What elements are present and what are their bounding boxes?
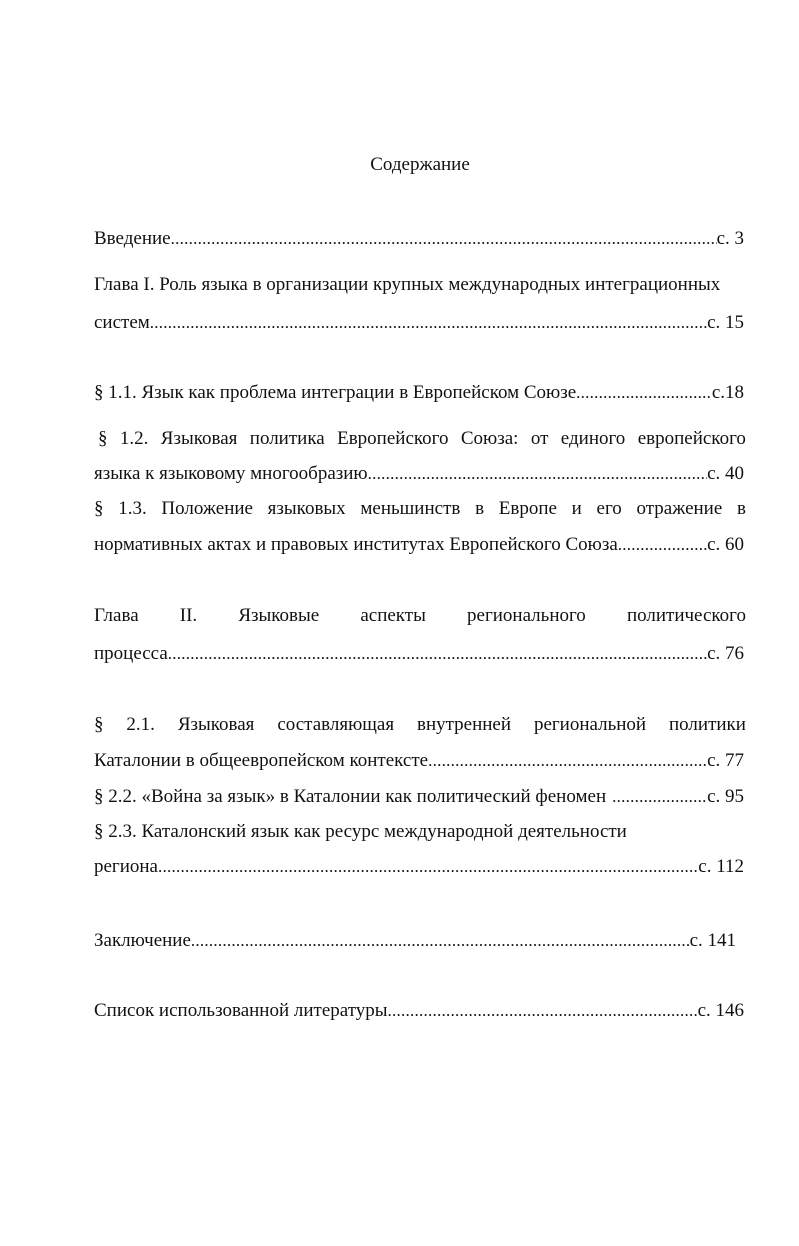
- toc-entry-label: Список использованной литературы: [94, 1000, 388, 1021]
- toc-entry-page: с. 40: [707, 463, 744, 484]
- toc-entry-introduction[interactable]: [94, 227, 744, 251]
- toc-entry-section-1-2-line-2[interactable]: [94, 462, 744, 486]
- toc-entry-label: Введение: [94, 228, 171, 249]
- word: 1.3.: [118, 498, 147, 519]
- toc-entry-chapter-1-line-2[interactable]: [94, 311, 744, 335]
- word: II.: [179, 605, 198, 626]
- word: от: [530, 428, 549, 449]
- toc-entry-label: региона: [94, 856, 158, 877]
- toc-entry-page: с. 146: [697, 1000, 744, 1021]
- toc-entry-section-2-2[interactable]: [94, 785, 744, 809]
- toc-entry-page: с. 76: [707, 643, 744, 664]
- toc-entry-chapter-1-line-1[interactable]: Глава I. Роль языка в организации крупных международных интеграционных: [94, 274, 721, 295]
- dot-leader: [576, 381, 712, 405]
- word: меньшинств: [360, 498, 461, 519]
- word: аспекты: [360, 605, 426, 626]
- word: §: [98, 428, 108, 449]
- word: европейского: [637, 428, 746, 449]
- toc-entry-section-2-3-line-1[interactable]: § 2.3. Каталонский язык как ресурс международной деятельности: [94, 821, 627, 842]
- word: и: [571, 498, 582, 519]
- toc-entry-section-1-2-line-1[interactable]: [98, 427, 746, 451]
- word: внутренней: [416, 714, 512, 735]
- word: §: [94, 498, 104, 519]
- word: в: [475, 498, 485, 519]
- toc-entry-page: с. 15: [707, 312, 744, 333]
- dot-leader: [158, 855, 698, 879]
- toc-entry-chapter-2-line-2[interactable]: [94, 642, 744, 666]
- dot-leader: [368, 462, 707, 486]
- word: Глава: [94, 605, 139, 626]
- word: региональной: [533, 714, 647, 735]
- word: Союза:: [460, 428, 519, 449]
- word: Положение: [161, 498, 253, 519]
- word: 1.2.: [119, 428, 149, 449]
- word: политика: [249, 428, 325, 449]
- toc-entry-chapter-2-line-1[interactable]: [94, 604, 746, 628]
- word: §: [94, 714, 104, 735]
- word: составляющая: [277, 714, 395, 735]
- toc-entry-label: систем: [94, 312, 150, 333]
- toc-entry-label: § 1.1. Язык как проблема интеграции в Европейском Союзе: [94, 382, 577, 403]
- word: политического: [626, 605, 746, 626]
- toc-entry-references[interactable]: [94, 999, 744, 1023]
- word: Языковая: [160, 428, 238, 449]
- toc-entry-section-2-1-line-1[interactable]: [94, 713, 746, 737]
- toc-entry-section-2-1-line-2[interactable]: [94, 749, 744, 773]
- toc-entry-section-2-3-line-2[interactable]: [94, 855, 744, 879]
- dot-leader: [612, 785, 707, 809]
- toc-entry-label: процесса: [94, 643, 168, 664]
- toc-entry-label: языка к языковому многообразию: [94, 463, 368, 484]
- word: Языковые: [238, 605, 320, 626]
- word: 2.1.: [126, 714, 155, 735]
- word: в: [736, 498, 746, 519]
- toc-entry-label: Каталонии в общеевропейском контексте: [94, 750, 429, 771]
- toc-entry-label: § 2.2. «Война за язык» в Каталонии как политический феномен: [94, 786, 607, 807]
- word: единого: [560, 428, 626, 449]
- word: регионального: [467, 605, 586, 626]
- toc-entry-page: с.18: [711, 382, 744, 403]
- toc-entry-conclusion[interactable]: [94, 929, 736, 953]
- dot-leader: [168, 642, 707, 666]
- toc-entry-section-1-3-line-2[interactable]: [94, 533, 744, 557]
- toc-entry-page: с. 60: [707, 534, 744, 555]
- word: его: [596, 498, 622, 519]
- dot-leader: [191, 929, 690, 953]
- toc-entry-section-1-1[interactable]: [94, 381, 744, 405]
- dot-leader: [428, 749, 707, 773]
- toc-entry-label: нормативных актах и правовых институтах Европейского Союза: [94, 534, 618, 555]
- dot-leader: [171, 227, 717, 251]
- word: Европейского: [337, 428, 449, 449]
- word: Европе: [498, 498, 557, 519]
- toc-entry-page: с. 141: [689, 930, 736, 951]
- page-title: Содержание: [370, 154, 470, 175]
- toc-entry-page: с. 77: [707, 750, 744, 771]
- toc-entry-section-1-3-line-1[interactable]: [94, 497, 746, 521]
- word: отражение: [636, 498, 723, 519]
- word: Языковая: [177, 714, 255, 735]
- dot-leader: [618, 533, 707, 557]
- word: языковых: [267, 498, 346, 519]
- word: политики: [669, 714, 746, 735]
- dot-leader: [150, 311, 707, 335]
- toc-entry-page: с. 3: [716, 228, 744, 249]
- toc-entry-label: Заключение: [94, 930, 191, 951]
- toc-entry-page: с. 95: [707, 786, 744, 807]
- toc-entry-page: с. 112: [698, 856, 744, 877]
- dot-leader: [388, 999, 698, 1023]
